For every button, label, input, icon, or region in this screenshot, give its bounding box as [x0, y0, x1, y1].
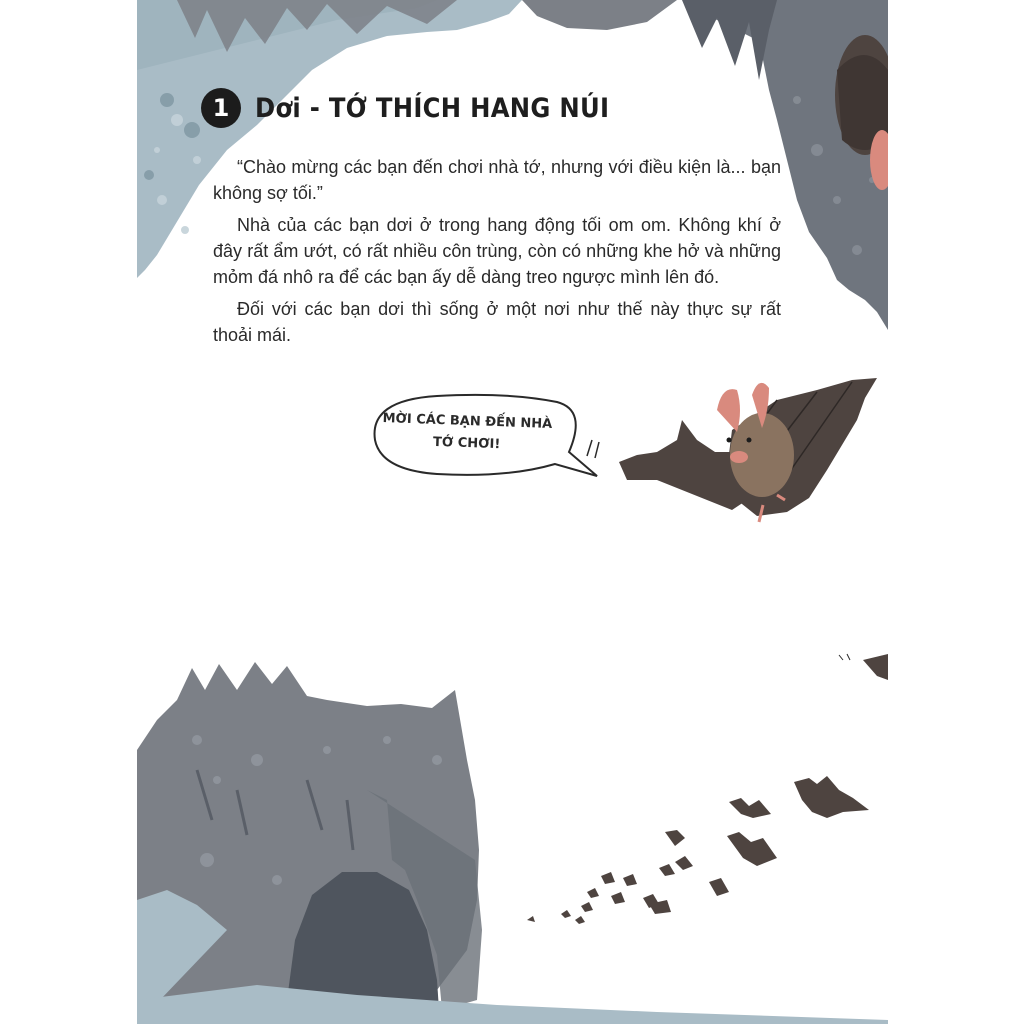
- book-page: [137, 0, 888, 1024]
- chapter-title: Dơi - TỚ THÍCH HANG NÚI: [255, 92, 610, 124]
- big-flying-bat: [619, 378, 877, 522]
- paragraph-comfort: Đối với các bạn dơi thì sống ở một nơi như thế này thực sự rất thoải mái.: [213, 299, 781, 345]
- chapter-heading: [201, 86, 649, 130]
- body-text: [213, 154, 781, 354]
- chapter-number-badge: 1: [201, 88, 241, 128]
- speech-bubble-text: [368, 408, 565, 459]
- paragraph-habitat: Nhà của các bạn dơi ở trong hang động tối om om. Không khí ở đây rất ẩm ướt, có rất nhiều côn trùng, còn có những khe hở và những mỏm đá nhô ra để các bạn ấy dễ dàng treo ngược mình lên đó.: [213, 215, 781, 287]
- speech-bubble-line-2: TỚ CHƠI!: [432, 434, 501, 453]
- paragraph-intro: “Chào mừng các bạn đến chơi nhà tớ, nhưng với điều kiện là... bạn không sợ tối.”: [213, 157, 781, 203]
- speech-bubble-line-1: MỜI CÁC BẠN ĐẾN NHÀ: [382, 411, 553, 432]
- bat-swarm: [527, 654, 888, 924]
